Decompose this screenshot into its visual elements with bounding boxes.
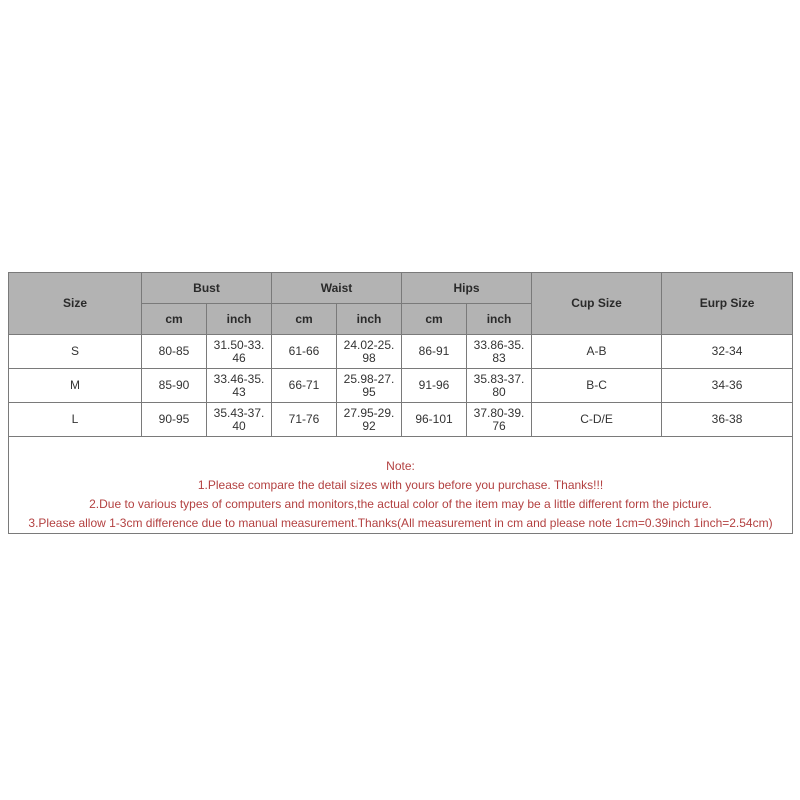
header-cup-size: Cup Size [532, 273, 662, 335]
cell-eurp-size: 32-34 [662, 335, 793, 369]
cell-size: S [9, 335, 142, 369]
header-waist-cm: cm [272, 304, 337, 335]
table-row [9, 403, 793, 437]
size-chart-table [8, 272, 793, 534]
cell-bust-cm: 85-90 [142, 369, 207, 403]
note-line-1: 1.Please compare the detail sizes with yours before you purchase. Thanks!!! [197, 478, 604, 492]
cell-size: L [9, 403, 142, 437]
note-line-2: 2.Due to various types of computers and monitors,the actual color of the item may be a little different form the picture. [89, 497, 712, 511]
header-bust: Bust [142, 273, 272, 304]
cell-waist-inch: 25.98-27.95 [337, 369, 402, 403]
notes-block [9, 437, 792, 533]
header-hips-cm: cm [402, 304, 467, 335]
cell-waist-cm: 66-71 [272, 369, 337, 403]
cell-bust-inch: 35.43-37.40 [207, 403, 272, 437]
cell-eurp-size: 34-36 [662, 369, 793, 403]
cell-size: M [9, 369, 142, 403]
header-eurp-size: Eurp Size [662, 273, 793, 335]
cell-hips-inch: 33.86-35.83 [467, 335, 532, 369]
cell-bust-cm: 90-95 [142, 403, 207, 437]
cell-cup-size: A-B [532, 335, 662, 369]
note-title: Note: [386, 459, 415, 473]
header-row-1 [9, 273, 793, 304]
cell-waist-inch: 27.95-29.92 [337, 403, 402, 437]
header-waist: Waist [272, 273, 402, 304]
header-waist-inch: inch [337, 304, 402, 335]
header-size: Size [9, 273, 142, 335]
header-bust-cm: cm [142, 304, 207, 335]
cell-bust-inch: 33.46-35.43 [207, 369, 272, 403]
table-row [9, 335, 793, 369]
cell-hips-inch: 35.83-37.80 [467, 369, 532, 403]
cell-hips-inch: 37.80-39.76 [467, 403, 532, 437]
cell-waist-cm: 71-76 [272, 403, 337, 437]
cell-cup-size: B-C [532, 369, 662, 403]
note-line-3: 3.Please allow 1-3cm difference due to manual measurement.Thanks(All measurement in cm and please note 1cm=0.39inch 1inch=2.54cm) [28, 516, 773, 530]
header-hips: Hips [402, 273, 532, 304]
header-bust-inch: inch [207, 304, 272, 335]
cell-hips-cm: 91-96 [402, 369, 467, 403]
cell-eurp-size: 36-38 [662, 403, 793, 437]
cell-cup-size: C-D/E [532, 403, 662, 437]
notes-cell [9, 437, 793, 534]
cell-waist-cm: 61-66 [272, 335, 337, 369]
notes-row [9, 437, 793, 534]
table-row [9, 369, 793, 403]
cell-waist-inch: 24.02-25.98 [337, 335, 402, 369]
cell-bust-cm: 80-85 [142, 335, 207, 369]
cell-hips-cm: 96-101 [402, 403, 467, 437]
cell-bust-inch: 31.50-33.46 [207, 335, 272, 369]
cell-hips-cm: 86-91 [402, 335, 467, 369]
header-hips-inch: inch [467, 304, 532, 335]
